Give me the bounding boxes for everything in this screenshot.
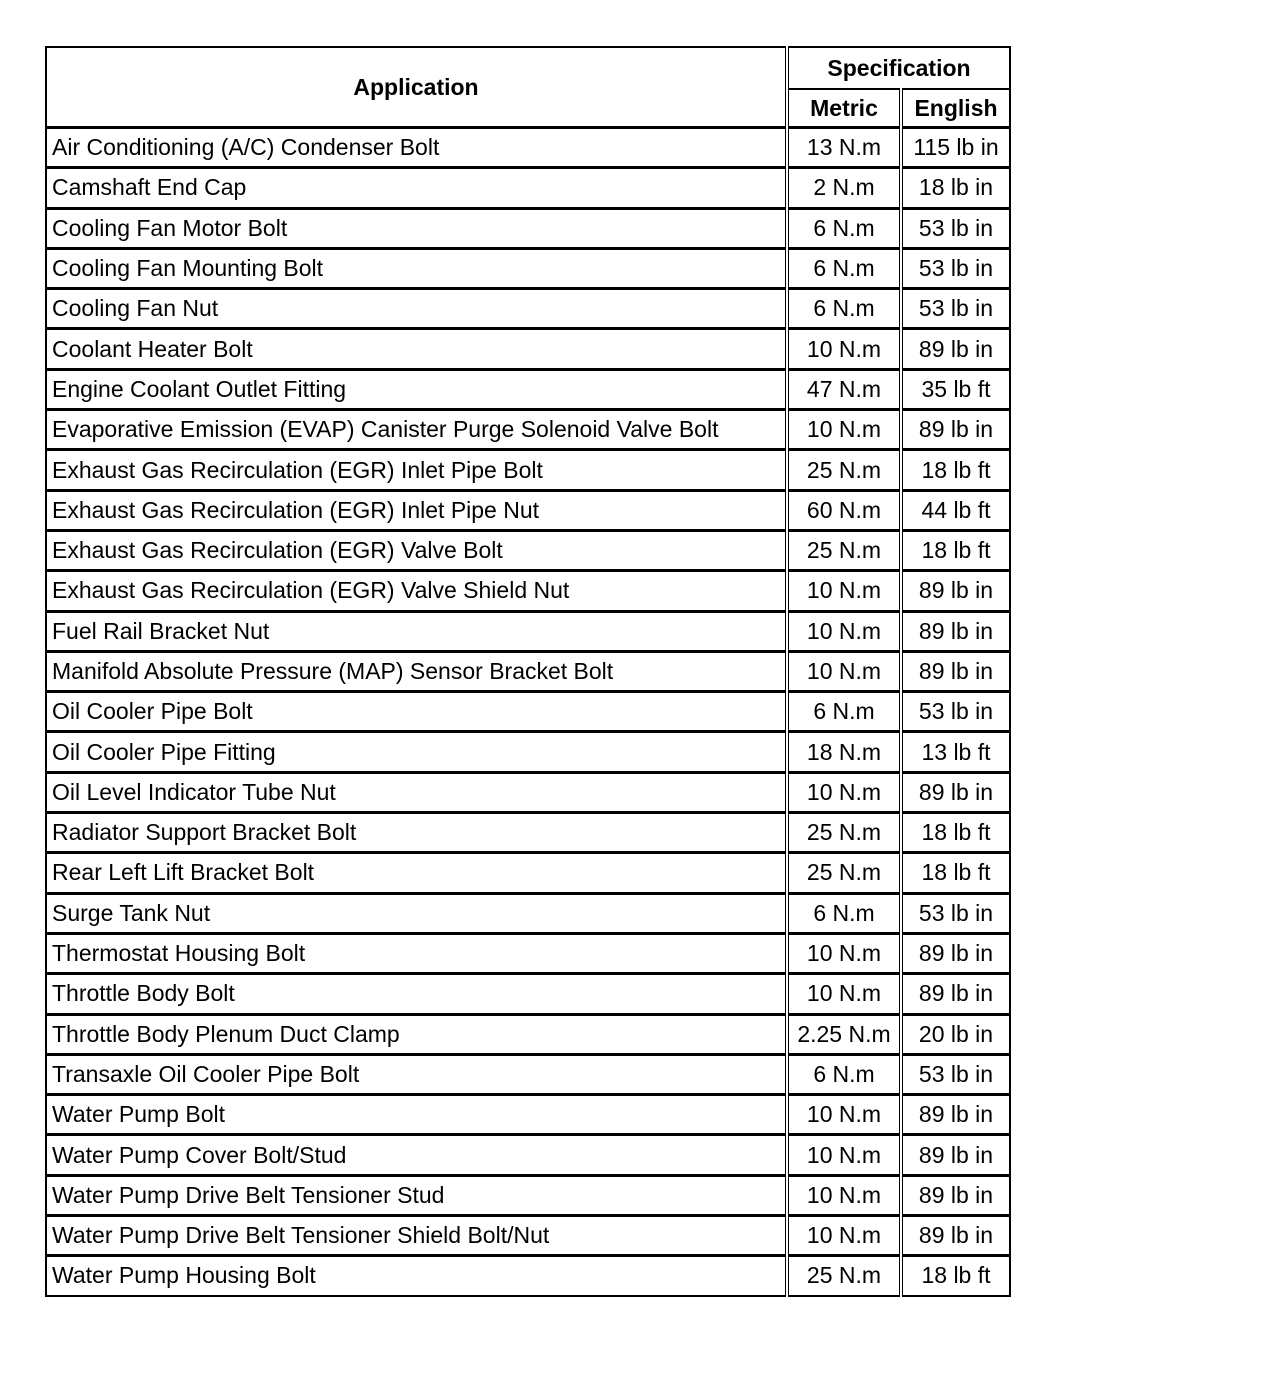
metric-cell: 10 N.m (787, 1175, 901, 1215)
header-english: English (901, 89, 1010, 128)
metric-cell: 25 N.m (787, 813, 901, 853)
application-cell: Exhaust Gas Recirculation (EGR) Valve Shield Nut (46, 571, 787, 611)
table-row (46, 208, 1010, 248)
english-cell: 53 lb in (901, 289, 1010, 329)
table-row (46, 571, 1010, 611)
english-cell: 89 lb in (901, 571, 1010, 611)
table-row (46, 1256, 1010, 1296)
header-metric: Metric (787, 89, 901, 128)
metric-cell: 25 N.m (787, 530, 901, 570)
metric-cell: 6 N.m (787, 893, 901, 933)
application-cell: Surge Tank Nut (46, 893, 787, 933)
metric-cell: 10 N.m (787, 1095, 901, 1135)
metric-cell: 25 N.m (787, 853, 901, 893)
table-row (46, 1216, 1010, 1256)
table-row (46, 813, 1010, 853)
application-cell: Water Pump Drive Belt Tensioner Stud (46, 1175, 787, 1215)
table-row (46, 1175, 1010, 1215)
metric-cell: 10 N.m (787, 611, 901, 651)
header-application: Application (46, 47, 787, 128)
metric-cell: 25 N.m (787, 450, 901, 490)
application-cell: Coolant Heater Bolt (46, 329, 787, 369)
application-cell: Water Pump Drive Belt Tensioner Shield Bolt/Nut (46, 1216, 787, 1256)
metric-cell: 6 N.m (787, 208, 901, 248)
table-row (46, 893, 1010, 933)
table-row (46, 128, 1010, 168)
english-cell: 53 lb in (901, 893, 1010, 933)
table-row (46, 853, 1010, 893)
application-cell: Exhaust Gas Recirculation (EGR) Valve Bolt (46, 530, 787, 570)
metric-cell: 25 N.m (787, 1256, 901, 1296)
english-cell: 44 lb ft (901, 490, 1010, 530)
english-cell: 18 lb ft (901, 1256, 1010, 1296)
application-cell: Air Conditioning (A/C) Condenser Bolt (46, 128, 787, 168)
english-cell: 89 lb in (901, 1175, 1010, 1215)
application-cell: Cooling Fan Nut (46, 289, 787, 329)
table-row (46, 168, 1010, 208)
application-cell: Exhaust Gas Recirculation (EGR) Inlet Pipe Nut (46, 490, 787, 530)
english-cell: 115 lb in (901, 128, 1010, 168)
metric-cell: 6 N.m (787, 289, 901, 329)
english-cell: 53 lb in (901, 692, 1010, 732)
english-cell: 89 lb in (901, 329, 1010, 369)
table-row (46, 450, 1010, 490)
table-row (46, 289, 1010, 329)
metric-cell: 10 N.m (787, 933, 901, 973)
table-row (46, 1095, 1010, 1135)
metric-cell: 6 N.m (787, 1054, 901, 1094)
application-cell: Rear Left Lift Bracket Bolt (46, 853, 787, 893)
application-cell: Oil Cooler Pipe Bolt (46, 692, 787, 732)
table-row (46, 1014, 1010, 1054)
metric-cell: 10 N.m (787, 1216, 901, 1256)
metric-cell: 10 N.m (787, 651, 901, 691)
english-cell: 13 lb ft (901, 732, 1010, 772)
table-row (46, 651, 1010, 691)
application-cell: Transaxle Oil Cooler Pipe Bolt (46, 1054, 787, 1094)
english-cell: 18 lb ft (901, 813, 1010, 853)
english-cell: 18 lb ft (901, 450, 1010, 490)
english-cell: 18 lb ft (901, 853, 1010, 893)
application-cell: Fuel Rail Bracket Nut (46, 611, 787, 651)
english-cell: 53 lb in (901, 248, 1010, 288)
application-cell: Water Pump Cover Bolt/Stud (46, 1135, 787, 1175)
application-cell: Oil Cooler Pipe Fitting (46, 732, 787, 772)
metric-cell: 10 N.m (787, 772, 901, 812)
table-row (46, 490, 1010, 530)
application-cell: Throttle Body Plenum Duct Clamp (46, 1014, 787, 1054)
english-cell: 89 lb in (901, 1216, 1010, 1256)
table-row (46, 772, 1010, 812)
metric-cell: 10 N.m (787, 1135, 901, 1175)
table-row (46, 369, 1010, 409)
table-row (46, 611, 1010, 651)
table-row (46, 329, 1010, 369)
english-cell: 89 lb in (901, 1135, 1010, 1175)
metric-cell: 6 N.m (787, 248, 901, 288)
metric-cell: 2 N.m (787, 168, 901, 208)
english-cell: 89 lb in (901, 772, 1010, 812)
application-cell: Thermostat Housing Bolt (46, 933, 787, 973)
english-cell: 89 lb in (901, 974, 1010, 1014)
table-row (46, 732, 1010, 772)
application-cell: Evaporative Emission (EVAP) Canister Purge Solenoid Valve Bolt (46, 410, 787, 450)
table-row (46, 1054, 1010, 1094)
metric-cell: 10 N.m (787, 571, 901, 611)
english-cell: 89 lb in (901, 1095, 1010, 1135)
application-cell: Cooling Fan Motor Bolt (46, 208, 787, 248)
english-cell: 53 lb in (901, 208, 1010, 248)
table-row (46, 410, 1010, 450)
english-cell: 18 lb ft (901, 530, 1010, 570)
application-cell: Exhaust Gas Recirculation (EGR) Inlet Pipe Bolt (46, 450, 787, 490)
metric-cell: 60 N.m (787, 490, 901, 530)
table-body (46, 128, 1010, 1296)
application-cell: Water Pump Housing Bolt (46, 1256, 787, 1296)
english-cell: 89 lb in (901, 933, 1010, 973)
metric-cell: 10 N.m (787, 974, 901, 1014)
table-row (46, 933, 1010, 973)
table-row (46, 530, 1010, 570)
table-row (46, 692, 1010, 732)
application-cell: Water Pump Bolt (46, 1095, 787, 1135)
application-cell: Throttle Body Bolt (46, 974, 787, 1014)
torque-spec-table (45, 46, 1011, 1297)
english-cell: 89 lb in (901, 410, 1010, 450)
english-cell: 89 lb in (901, 651, 1010, 691)
metric-cell: 6 N.m (787, 692, 901, 732)
english-cell: 20 lb in (901, 1014, 1010, 1054)
header-specification: Specification (787, 47, 1010, 89)
metric-cell: 2.25 N.m (787, 1014, 901, 1054)
application-cell: Cooling Fan Mounting Bolt (46, 248, 787, 288)
english-cell: 18 lb in (901, 168, 1010, 208)
application-cell: Oil Level Indicator Tube Nut (46, 772, 787, 812)
table-row (46, 248, 1010, 288)
metric-cell: 10 N.m (787, 410, 901, 450)
english-cell: 89 lb in (901, 611, 1010, 651)
metric-cell: 18 N.m (787, 732, 901, 772)
table-row (46, 974, 1010, 1014)
application-cell: Camshaft End Cap (46, 168, 787, 208)
application-cell: Manifold Absolute Pressure (MAP) Sensor Bracket Bolt (46, 651, 787, 691)
metric-cell: 13 N.m (787, 128, 901, 168)
table-row (46, 1135, 1010, 1175)
english-cell: 35 lb ft (901, 369, 1010, 409)
application-cell: Radiator Support Bracket Bolt (46, 813, 787, 853)
english-cell: 53 lb in (901, 1054, 1010, 1094)
metric-cell: 10 N.m (787, 329, 901, 369)
application-cell: Engine Coolant Outlet Fitting (46, 369, 787, 409)
metric-cell: 47 N.m (787, 369, 901, 409)
